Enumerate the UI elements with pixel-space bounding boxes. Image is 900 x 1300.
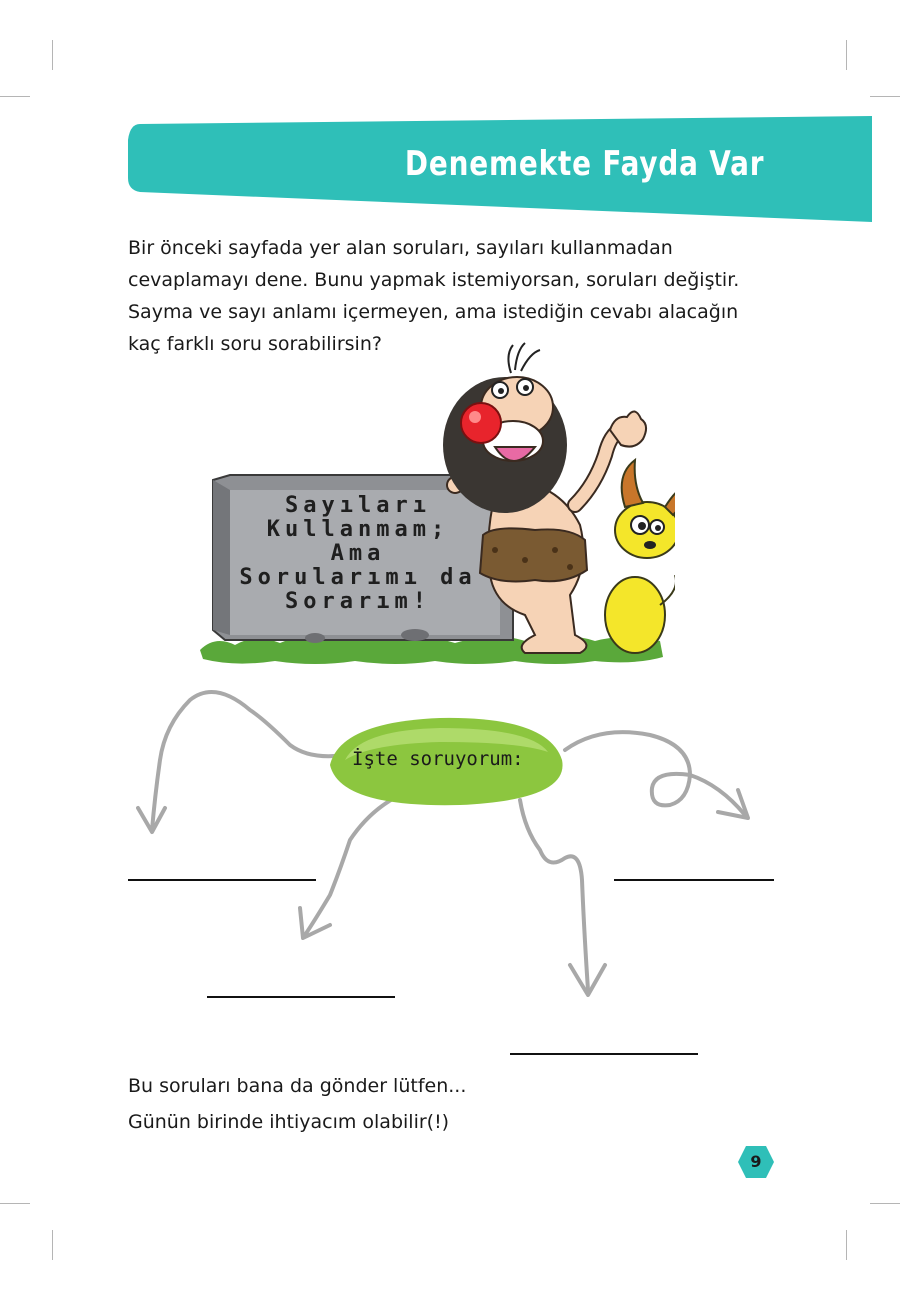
crop-mark <box>0 1203 30 1204</box>
arrow-middle <box>520 800 588 990</box>
sign-line: Sorarım! <box>285 589 431 614</box>
crop-mark <box>0 96 30 97</box>
page-number: 9 <box>750 1152 762 1171</box>
page-title: Denemekte Fayda Var <box>404 144 764 184</box>
crop-mark <box>870 1203 900 1204</box>
arrow-right <box>565 732 745 815</box>
closing-text <box>128 1068 466 1140</box>
crop-mark <box>52 40 53 70</box>
stone-sign-text <box>233 494 483 614</box>
arrow-left <box>152 692 345 830</box>
answer-line[interactable] <box>510 1053 698 1055</box>
sign-line: Kullanmam; <box>266 517 450 542</box>
intro-line: kaç farklı soru sorabilirsin? <box>128 333 382 355</box>
crop-mark <box>846 40 847 70</box>
sign-line: Ama <box>330 541 386 566</box>
arrow-middle-left <box>305 795 400 935</box>
mindmap-arrows <box>0 670 900 1030</box>
sign-line: Sorularımı da <box>239 565 477 590</box>
crop-mark <box>870 96 900 97</box>
crop-mark <box>52 1230 53 1260</box>
intro-line: Bir önceki sayfada yer alan soruları, sayıları kullanmadan <box>128 237 673 259</box>
intro-line: cevaplamayı dene. Bunu yapmak istemiyorsan, soruları değiştir. <box>128 269 740 291</box>
mindmap-center-label: İşte soruyorum: <box>352 748 524 770</box>
sign-line: Sayıları <box>285 493 431 518</box>
answer-line[interactable] <box>128 879 316 881</box>
closing-line: Bu soruları bana da gönder lütfen... <box>128 1075 467 1097</box>
answer-line[interactable] <box>207 996 395 998</box>
answer-line[interactable] <box>614 879 774 881</box>
closing-line: Günün birinde ihtiyacım olabilir(!) <box>128 1111 450 1133</box>
intro-line: Sayma ve sayı anlamı içermeyen, ama istediğin cevabı alacağın <box>128 301 739 323</box>
crop-mark <box>846 1230 847 1260</box>
